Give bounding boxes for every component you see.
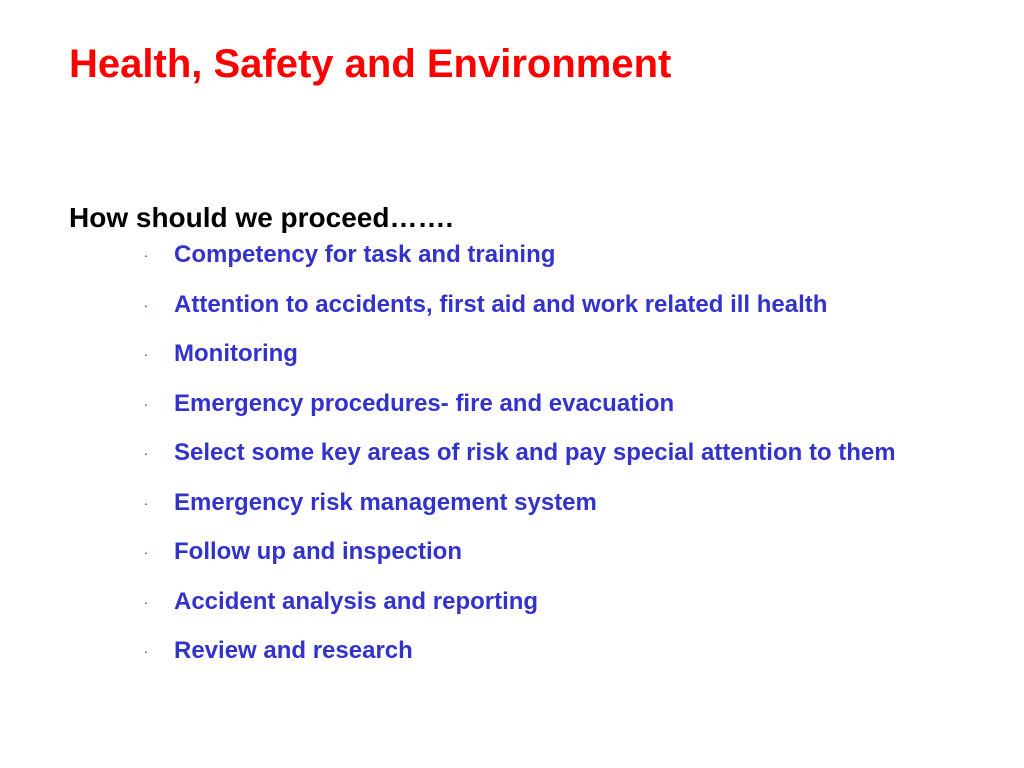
bullet-dot-icon: · — [143, 346, 149, 362]
bullet-text: Emergency procedures- fire and evacuation — [174, 389, 675, 417]
bullet-dot-icon: · — [143, 445, 149, 461]
bullet-item — [140, 285, 970, 325]
bullet-dot-icon: · — [143, 296, 149, 313]
bullet-item — [140, 532, 970, 572]
slide-subheading: How should we proceed……. — [69, 202, 454, 233]
bullet-text: Select some key areas of risk and pay special attention to them — [174, 439, 896, 466]
bullet-item — [140, 235, 970, 275]
bullet-dot-icon: · — [143, 395, 149, 412]
bullet-dot-icon: · — [143, 247, 149, 263]
bullet-dot-icon: · — [143, 494, 149, 511]
bullet-item — [140, 582, 970, 622]
bullet-item — [140, 433, 970, 473]
bullet-text: Competency for task and training — [174, 241, 556, 268]
bullet-dot-icon: · — [143, 544, 149, 560]
bullet-dot-icon: · — [143, 643, 149, 659]
slide-title: Health, Safety and Environment — [69, 42, 672, 86]
bullet-item — [140, 483, 970, 523]
bullet-item — [140, 334, 970, 374]
bullet-item — [140, 631, 970, 671]
bullet-text: Accident analysis and reporting — [174, 587, 539, 615]
bullet-text: Attention to accidents, first aid and work related ill health — [174, 290, 828, 318]
bullet-text: Follow up and inspection — [174, 538, 462, 565]
bullet-text: Emergency risk management system — [174, 488, 597, 516]
bullet-text: Review and research — [174, 637, 413, 664]
bullet-dot-icon: · — [143, 593, 149, 610]
bullet-text: Monitoring — [174, 340, 298, 367]
bullet-item — [140, 384, 970, 424]
bullet-list — [140, 235, 970, 681]
